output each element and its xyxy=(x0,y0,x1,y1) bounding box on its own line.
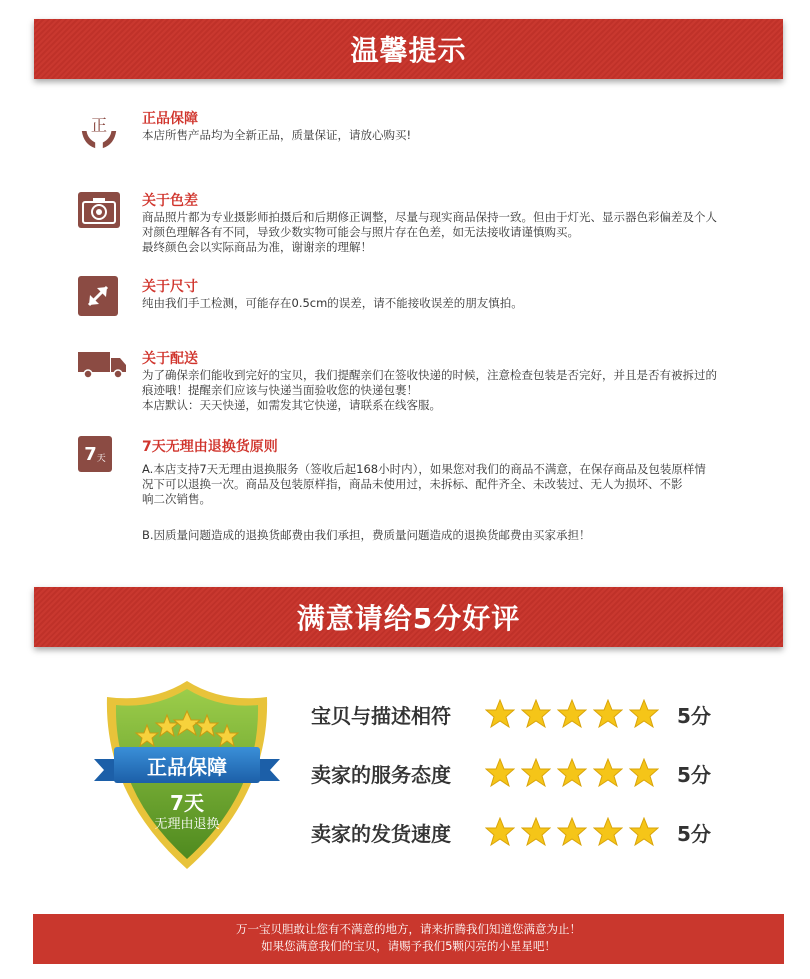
item-body xyxy=(142,210,782,255)
rating-label: 卖家的发货速度 xyxy=(311,821,451,846)
badge-sub: 无理由退换 xyxy=(154,817,220,832)
camera-icon xyxy=(78,192,120,228)
star-icon xyxy=(557,758,587,788)
star-icon xyxy=(485,817,515,847)
badge-ribbon-text: 正品保障 xyxy=(147,755,227,779)
item-title: 关于色差 xyxy=(142,193,198,209)
star-icon xyxy=(593,699,623,729)
star-rating xyxy=(485,758,659,788)
info-item-size xyxy=(78,276,778,316)
item-line: 纯由我们手工检测，可能存在0.5cm的误差，请不能接收误差的朋友慎拍。 xyxy=(142,296,523,310)
star-icon xyxy=(521,817,551,847)
star-icon xyxy=(521,699,551,729)
hands-genuine-icon xyxy=(78,110,120,152)
item-line: A.本店支持7天无理由退换服务（签收后起168小时内），如果您对我们的商品不满意，在保存商品及包装原样情 xyxy=(142,462,706,476)
item-body xyxy=(142,462,782,543)
rating-score: 5分 xyxy=(677,762,711,787)
star-icon xyxy=(593,758,623,788)
info-item-genuine xyxy=(78,108,778,158)
item-line: 本店所售产品均为全新正品，质量保证，请放心购买! xyxy=(142,128,412,142)
seven-day-return-icon xyxy=(78,436,112,472)
badge-days: 7天 xyxy=(170,791,204,815)
item-line: 最终颜色会以实际商品为准，谢谢亲的理解！ xyxy=(142,240,372,254)
info-item-delivery xyxy=(78,348,778,418)
banner-title: 温馨提示 xyxy=(350,34,467,67)
star-icon xyxy=(629,699,659,729)
item-body xyxy=(142,296,782,311)
item-line: 响二次销售。 xyxy=(142,492,211,506)
star-icon xyxy=(557,699,587,729)
item-line: 对颜色理解各有不同，导致少数实物可能会与照片存在色差，如无法接收请谨慎购买。 xyxy=(142,225,579,239)
rating-label: 卖家的服务态度 xyxy=(311,762,451,787)
resize-arrow-icon xyxy=(78,276,118,316)
star-rating xyxy=(485,699,659,729)
star-rating xyxy=(485,817,659,847)
icon-unit: 天 xyxy=(96,453,106,464)
banner-title: 满意请给5分好评 xyxy=(296,602,521,635)
item-line: 商品照片都为专业摄影师拍摄后和后期修正调整，尽量与现实商品保持一致。但由于灯光、显示器色彩偏差及个人 xyxy=(142,210,717,224)
item-title: 关于尺寸 xyxy=(142,279,198,295)
item-line: 本店默认：天天快递，如需发其它快递，请联系在线客服。 xyxy=(142,398,441,412)
rating-score: 5分 xyxy=(677,703,711,728)
footer-line-2: 如果您满意我们的宝贝，请赐予我们5颗闪亮的小星星吧！ xyxy=(261,939,556,953)
info-item-return xyxy=(78,436,778,556)
genuine-shield-badge xyxy=(92,675,282,875)
star-icon xyxy=(593,817,623,847)
rating-label: 宝贝与描述相符 xyxy=(311,703,451,728)
icon-number: 7 xyxy=(84,443,97,465)
header-banner-tips xyxy=(34,19,783,79)
item-title: 关于配送 xyxy=(142,351,198,367)
star-icon xyxy=(521,758,551,788)
header-banner-rating xyxy=(34,587,783,647)
footer-banner xyxy=(33,914,784,964)
rating-row-shipping xyxy=(311,812,731,852)
truck-icon xyxy=(78,350,128,380)
star-icon xyxy=(485,699,515,729)
star-icon xyxy=(629,758,659,788)
star-icon xyxy=(485,758,515,788)
rating-row-description xyxy=(311,694,731,734)
rating-score: 5分 xyxy=(677,821,711,846)
star-icon xyxy=(629,817,659,847)
star-icon xyxy=(557,817,587,847)
info-item-color xyxy=(78,190,778,260)
rating-row-service xyxy=(311,753,731,793)
svg-text:正: 正 xyxy=(90,116,108,135)
item-line-extra: B.因质量问题造成的退换货邮费由我们承担，费质量问题造成的退换货邮费由买家承担！ xyxy=(142,528,591,542)
item-body xyxy=(142,368,782,413)
item-line: 况下可以退换一次。商品及包装原样指，商品未使用过，未拆标、配件齐全、未改装过、无人为损坏、不影 xyxy=(142,477,683,491)
item-line: 痕迹哦！提醒亲们应该与快递当面验收您的快递包裹！ xyxy=(142,383,418,397)
item-line: 为了确保亲们能收到完好的宝贝，我们提醒亲们在签收快递的时候，注意检查包装是否完好，并且是否有被拆过的 xyxy=(142,368,717,382)
footer-line-1: 万一宝贝胆敢让您有不满意的地方，请来折腾我们知道您满意为止！ xyxy=(236,922,581,936)
item-title: 正品保障 xyxy=(142,111,198,127)
item-body xyxy=(142,128,782,143)
item-title: 7天无理由退换货原则 xyxy=(142,439,278,455)
